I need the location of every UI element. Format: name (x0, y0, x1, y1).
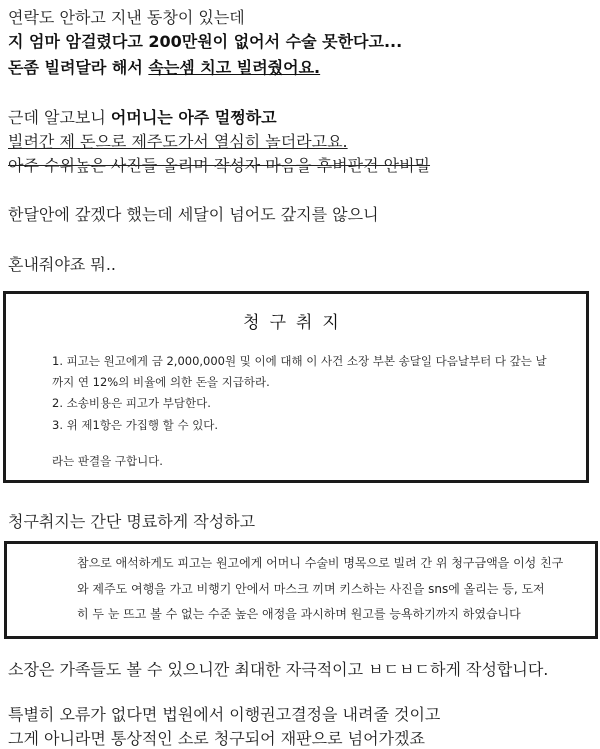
footer-line-2: 특별히 오류가 없다면 법원에서 이행권고결정을 내려줄 것이고 (8, 705, 441, 724)
middle-line-3-strikethrough: 아주 수위높은 사진들 올리며 작성자 마음을 후벼판건 안비밀 (8, 156, 431, 175)
intro-line-2: 지 엄마 암걸렸다고 200만원이 없어서 수술 못한다고... (8, 32, 403, 51)
intro-line-1: 연락도 안하고 지낸 동창이 있는데 (8, 8, 245, 27)
claim-purpose-box (3, 291, 589, 483)
reason-line-1: 참으로 애석하게도 피고는 원고에게 어머니 수술비 명목으로 빌려 간 위 청구금액을 이성 친구 (77, 556, 564, 570)
reason-line-3: 히 두 눈 뜨고 볼 수 없는 수준 높은 애정을 과시하며 원고를 능욕하기까지 하였습니다 (77, 607, 521, 621)
claim-purpose-title: 청구취지 (243, 313, 349, 333)
footer-line-1: 소장은 가족들도 볼 수 있으니깐 최대한 자극적이고 ㅂㄷㅂㄷ하게 작성합니다. (8, 660, 549, 679)
middle-line-1 (8, 108, 277, 128)
intro-line-3-underlined: 속는셈 치고 빌려줬어요. (148, 58, 321, 77)
claim-item-3: 3. 위 제1항은 가집행 할 수 있다. (52, 418, 219, 432)
after-box-line: 청구취지는 간단 명료하게 작성하고 (8, 512, 256, 531)
middle-line-5: 혼내줘야죠 뭐.. (8, 255, 116, 274)
claim-item-1a: 1. 피고는 원고에게 금 2,000,000원 및 이에 대해 이 사건 소장 부본 송달일 다음날부터 다 갚는 날 (52, 354, 547, 368)
claim-item-1b: 까지 연 12%의 비율에 의한 돈을 지급하라. (52, 375, 270, 389)
claim-closing: 라는 판결을 구합니다. (52, 454, 163, 468)
intro-line-3 (8, 58, 320, 78)
middle-line-1-bold: 어머니는 아주 멀쩡하고 (110, 108, 277, 127)
reason-line-2: 와 제주도 여행을 가고 비행기 안에서 마스크 끼며 키스하는 사진을 sns에 올리는 등, 도저 (77, 582, 545, 596)
middle-line-2: 빌려간 제 돈으로 제주도가서 열심히 놀더라고요. (8, 132, 348, 151)
claim-item-2: 2. 소송비용은 피고가 부담한다. (52, 396, 211, 410)
middle-line-4: 한달안에 갚겠다 했는데 세달이 넘어도 갚지를 않으니 (8, 205, 379, 224)
intro-line-3-start: 돈좀 빌려달라 해서 (8, 58, 149, 77)
claim-reason-box (4, 541, 598, 639)
middle-line-1-start: 근데 알고보니 (8, 108, 111, 127)
footer-line-3: 그게 아니라면 통상적인 소로 청구되어 재판으로 넘어가겠죠 (8, 729, 425, 748)
